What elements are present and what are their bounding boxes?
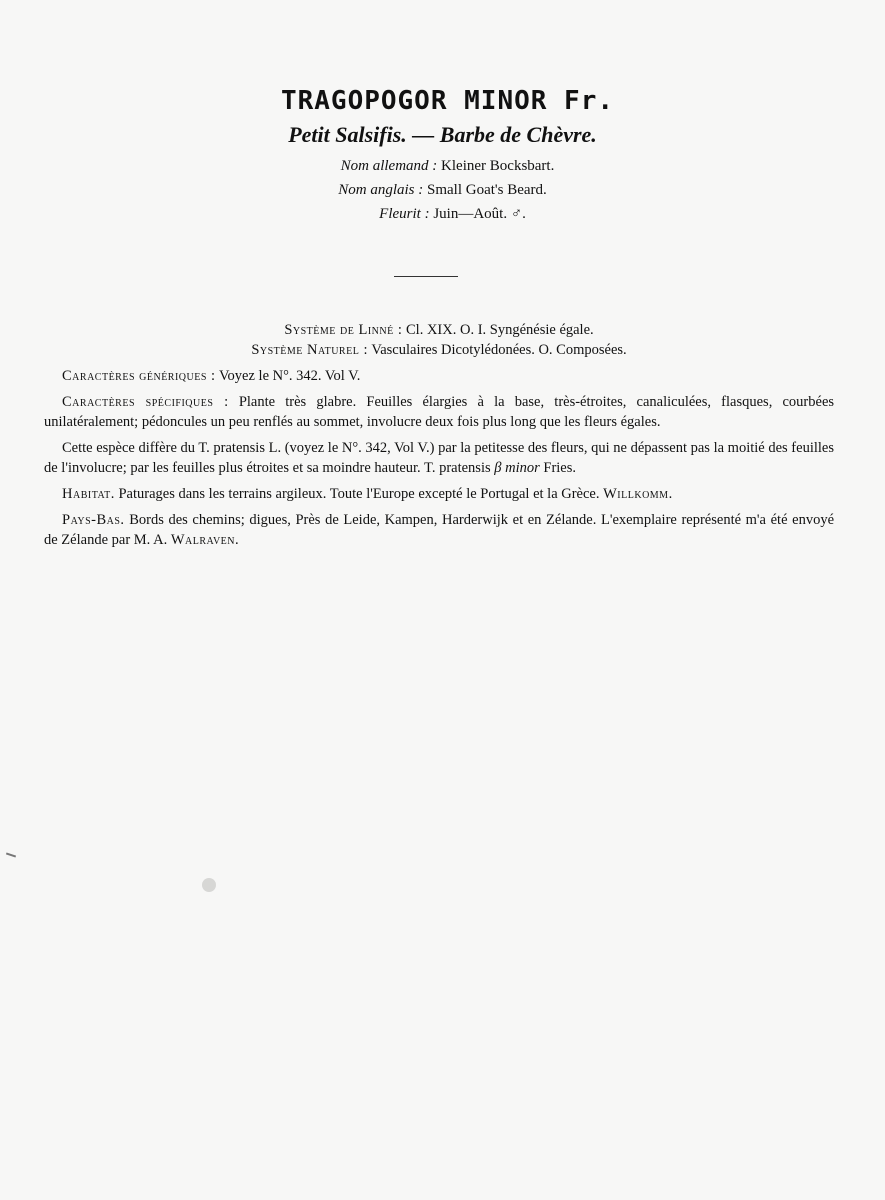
- difference-text: Cette espèce diffère du T. pratensis L. (voyez le N°. 342, Vol V.) par la petitesse des fleurs, qui ne dépassent pas la moitié des feuilles de l'involucre; par les feuilles plus étroites et sa moindre hauteur. T. pratensis: [44, 440, 834, 476]
- german-name-line: [10, 154, 885, 178]
- natural-label: Système Naturel :: [251, 342, 368, 358]
- section-divider: [394, 276, 458, 277]
- specific-value: Plante très glabre. Feuilles élargies à la base, très-étroites, canaliculées, flasques, courbées unilatéralement; pédoncules un peu renflés au sommet, involucre deux fois plus long que les fleurs égales.: [44, 394, 835, 430]
- generic-characters-paragraph: [44, 366, 834, 386]
- names-block: [0, 154, 885, 226]
- flowering-label: Fleurit :: [379, 206, 430, 222]
- description-body: [44, 320, 834, 552]
- difference-italic: β minor: [494, 460, 540, 476]
- difference-paragraph: [44, 438, 834, 478]
- flowering-value: Juin—Août. ♂.: [433, 206, 526, 222]
- linne-system-line: [44, 320, 834, 340]
- specific-label: Caractères spécifiques :: [62, 394, 229, 410]
- habitat-label: Habitat.: [62, 486, 115, 502]
- flowering-line: [20, 202, 885, 226]
- generic-label: Caractères génériques :: [62, 368, 216, 384]
- common-name-subtitle: Petit Salsifis. — Barbe de Chèvre.: [288, 122, 597, 147]
- german-name-value: Kleiner Bocksbart.: [441, 158, 555, 174]
- linne-value: Cl. XIX. O. I. Syngénésie égale.: [406, 322, 594, 338]
- paper-blemish: [202, 878, 216, 892]
- generic-value: Voyez le N°. 342. Vol V.: [218, 368, 361, 384]
- header-block: [0, 86, 885, 226]
- difference-end: Fries.: [543, 460, 576, 476]
- habitat-author: Willkomm.: [603, 486, 673, 502]
- linne-label: Système de Linné :: [284, 322, 403, 338]
- netherlands-paragraph: [44, 510, 834, 550]
- natural-system-line: [44, 340, 834, 360]
- margin-mark: [6, 853, 16, 858]
- german-name-label: Nom allemand :: [340, 158, 438, 174]
- english-name-label: Nom anglais :: [338, 182, 424, 198]
- specific-characters-paragraph: [44, 392, 834, 432]
- natural-value: Vasculaires Dicotylédonées. O. Composées.: [371, 342, 627, 358]
- species-title: TRAGOPOGOR MINOR Fr.: [280, 86, 615, 116]
- netherlands-label: Pays-Bas.: [62, 512, 125, 528]
- netherlands-value: Bords des chemins; digues, Près de Leide, Kampen, Harderwijk et en Zélande. L'exemplaire représenté m'a été envoyé de Zélande par M. A.: [44, 512, 834, 548]
- english-name-value: Small Goat's Beard.: [427, 182, 547, 198]
- habitat-value: Paturages dans les terrains argileux. Toute l'Europe excepté le Portugal et la Grèce.: [118, 486, 600, 502]
- netherlands-author: Walraven.: [170, 532, 240, 548]
- habitat-paragraph: [44, 484, 834, 504]
- english-name-line: [0, 178, 885, 202]
